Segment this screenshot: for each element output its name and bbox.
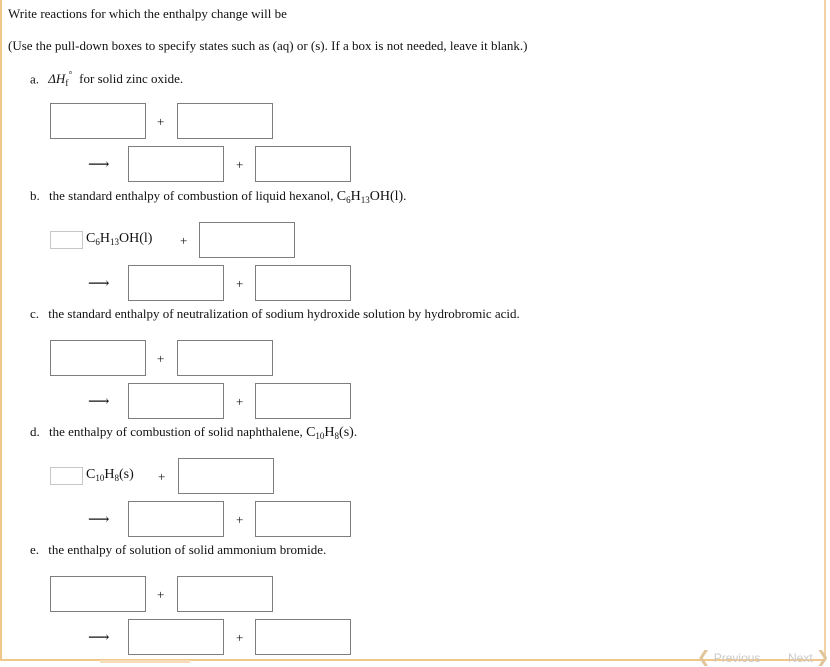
question-e-text: the enthalpy of solution of solid ammonium bromide. xyxy=(48,542,327,557)
scroll-indicator xyxy=(100,660,190,663)
naphthalene-formula-eq: $C_{10}H_8(s)$ xyxy=(86,467,134,483)
question-c-text: the standard enthalpy of neutralization of sodium hydroxide solution by hydrobromic acid. xyxy=(48,306,520,321)
question-c-label xyxy=(30,306,520,322)
question-d-text: the enthalpy of combustion of solid naphthalene, xyxy=(49,424,303,439)
question-a-text: for solid zinc oxide. xyxy=(79,71,184,87)
reaction-arrow-icon: ⟶ xyxy=(88,276,109,292)
question-d-letter: d. xyxy=(30,424,40,439)
b-reactant-2-box[interactable] xyxy=(199,222,295,258)
plus-sign: + xyxy=(180,233,188,248)
question-c-letter: c. xyxy=(30,306,40,321)
plus-sign: + xyxy=(158,469,166,484)
a-reactant-2-box[interactable] xyxy=(177,103,273,139)
naphthalene-formula: $C_{10}H_8(s)$ xyxy=(306,425,354,441)
plus-sign: + xyxy=(236,630,244,645)
a-product-2-box[interactable] xyxy=(255,146,351,182)
question-e-letter: e. xyxy=(30,542,40,557)
question-b-text: the standard enthalpy of combustion of liquid hexanol, xyxy=(49,188,334,203)
reaction-arrow-icon: ⟶ xyxy=(88,512,109,528)
reaction-arrow-icon: ⟶ xyxy=(88,630,109,646)
hexanol-formula: $C_6H_{13}OH(l)$ xyxy=(336,189,404,205)
question-b-label: b. the standard enthalpy of combustion of liquid hexanol, $C_6H_{13}OH(l)$. xyxy=(30,188,407,205)
question-b-letter: b. xyxy=(30,188,40,203)
plus-sign: + xyxy=(236,276,244,291)
reaction-arrow-icon: ⟶ xyxy=(88,157,109,173)
previous-button[interactable] xyxy=(697,647,760,667)
d-product-1-box[interactable] xyxy=(128,501,224,537)
next-label: Next xyxy=(788,651,813,665)
plus-sign: + xyxy=(236,512,244,527)
e-product-1-box[interactable] xyxy=(128,619,224,655)
a-reactant-1-box[interactable] xyxy=(50,103,146,139)
e-reactant-2-box[interactable] xyxy=(177,576,273,612)
d-reactant-2-box[interactable] xyxy=(178,458,274,494)
b-product-2-box[interactable] xyxy=(255,265,351,301)
question-a-label xyxy=(30,70,183,88)
plus-sign: + xyxy=(236,157,244,172)
b-coefficient-box[interactable] xyxy=(50,231,83,249)
question-e-label xyxy=(30,542,326,558)
c-reactant-1-box[interactable] xyxy=(50,340,146,376)
instructions-line1: Write reactions for which the enthalpy change will be xyxy=(8,6,287,21)
plus-sign: + xyxy=(236,394,244,409)
delta-h-symbol: $\Delta H_f^\circ$ xyxy=(48,70,72,89)
e-reactant-1-box[interactable] xyxy=(50,576,146,612)
previous-label: Previous xyxy=(713,651,761,665)
a-product-1-box[interactable] xyxy=(128,146,224,182)
instructions-line2: (Use the pull-down boxes to specify states such as (aq) or (s). If a box is not needed, leave it blank.) xyxy=(8,38,528,53)
plus-sign: + xyxy=(157,351,165,366)
hexanol-formula-eq: $C_6H_{13}OH(l)$ xyxy=(86,231,153,247)
question-d-label: d. the enthalpy of combustion of solid naphthalene, $C_{10}H_8(s)$. xyxy=(30,424,358,441)
c-product-2-box[interactable] xyxy=(255,383,351,419)
c-reactant-2-box[interactable] xyxy=(177,340,273,376)
plus-sign: + xyxy=(157,114,165,129)
d-coefficient-box[interactable] xyxy=(50,467,83,485)
plus-sign: + xyxy=(157,587,165,602)
chevron-left-icon: ❮ xyxy=(697,649,711,666)
c-product-1-box[interactable] xyxy=(128,383,224,419)
d-product-2-box[interactable] xyxy=(255,501,351,537)
next-button[interactable] xyxy=(788,647,829,667)
reaction-arrow-icon: ⟶ xyxy=(88,394,109,410)
question-a-letter: a. xyxy=(30,71,40,87)
chevron-right-icon: ❯ xyxy=(816,649,830,666)
b-product-1-box[interactable] xyxy=(128,265,224,301)
e-product-2-box[interactable] xyxy=(255,619,351,655)
